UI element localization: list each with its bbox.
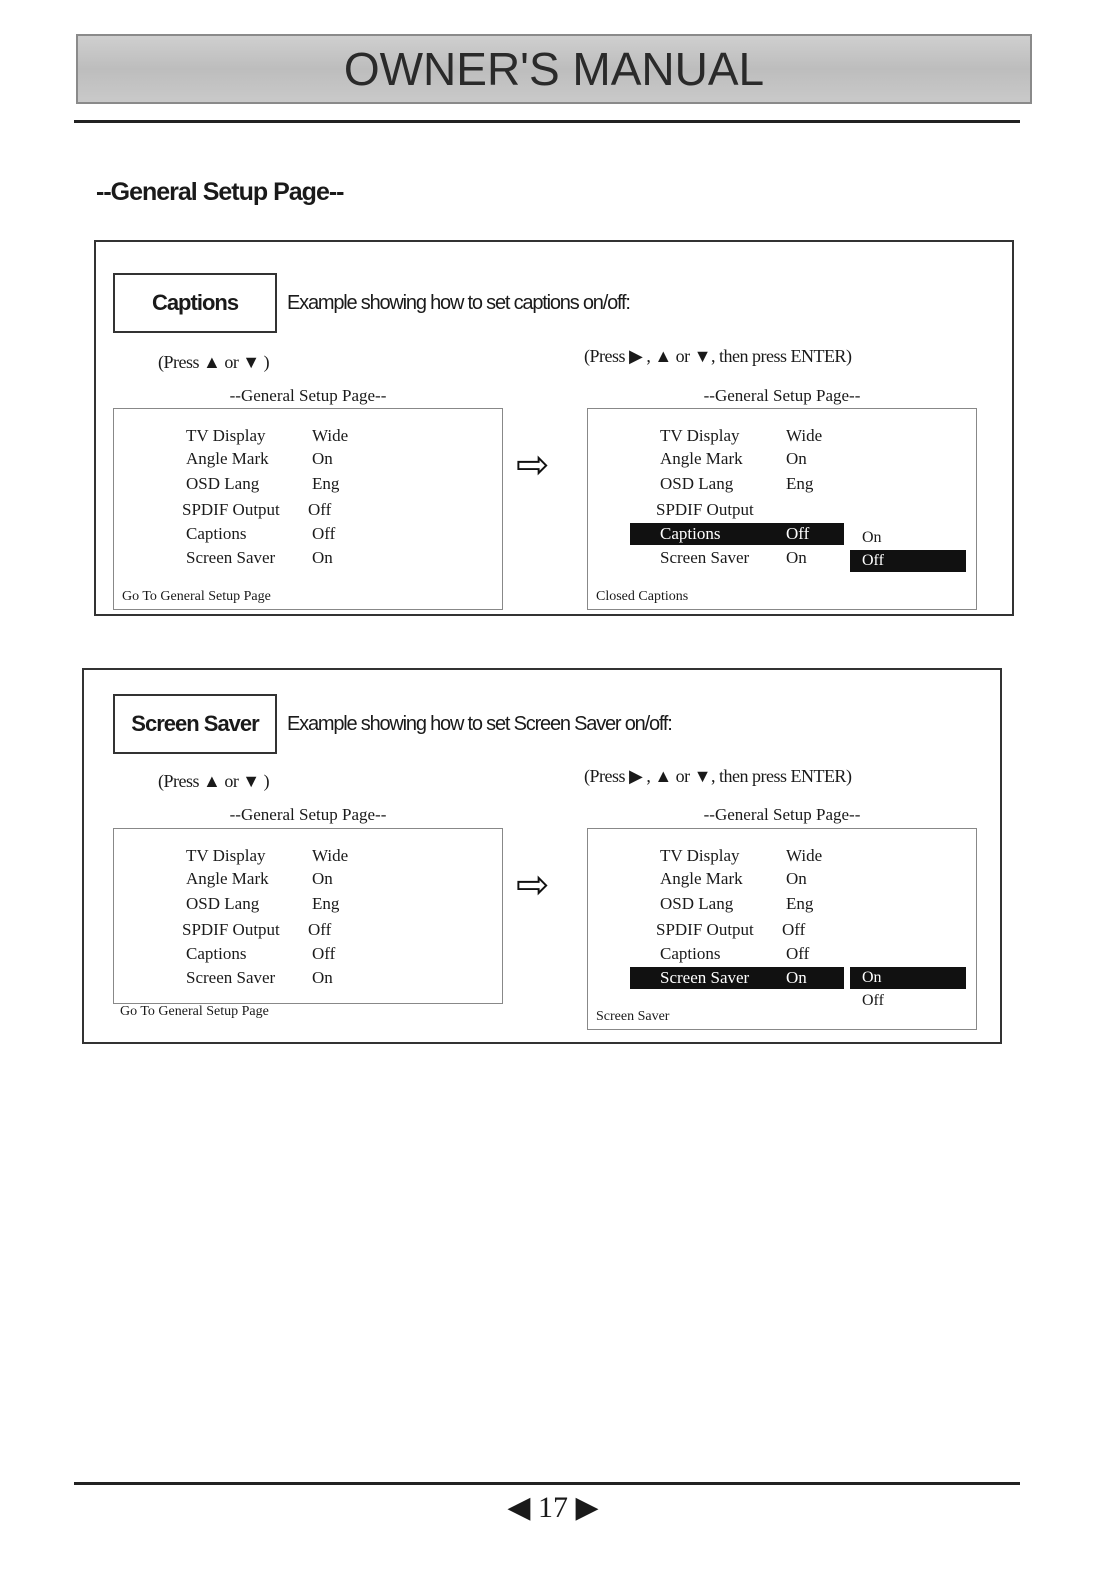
captions-right-menu-title: --General Setup Page-- [703,386,861,405]
screen-saver-right-press-hint: (Press ▶ , ▲ or ▼, then press ENTER) [584,766,852,786]
screen-saver-left-status: Go To General Setup Page [120,1004,269,1019]
captions-left-status: Go To General Setup Page [122,589,271,604]
screen-saver-right-status: Screen Saver [596,1009,670,1024]
screen-saver-left-press-hint: (Press ▲ or ▼ ) [158,771,270,791]
option-on-selected: On [850,967,966,989]
right-arrow-icon: ⇨ [516,443,550,487]
captions-left-menu-title: --General Setup Page-- [229,386,387,405]
screen-saver-label-box: Screen Saver [113,694,277,754]
section-title: --General Setup Page-- [96,178,344,206]
option-on: On [862,529,882,546]
header-rule [74,120,1020,123]
manual-title-banner [76,34,1032,104]
option-off: Off [862,992,884,1009]
screen-saver-description: Example showing how to set Screen Saver on/off: [287,713,672,735]
screen-saver-right-menu-title: --General Setup Page-- [703,805,861,824]
captions-left-press-hint: (Press ▲ or ▼ ) [158,352,270,372]
right-arrow-icon: ⇨ [516,863,550,907]
footer-rule [74,1482,1020,1485]
captions-right-osd-screen: TV Display Wide Angle Mark On OSD Lang Eng SPDIF Output Captions Off Screen Saver On On Off Closed Captions [587,408,977,610]
captions-right-status: Closed Captions [596,589,689,604]
page-number: ◀ 17 ▶ [507,1491,599,1524]
option-off-selected: Off [850,550,966,572]
captions-label-box: Captions [113,273,277,333]
captions-right-press-hint: (Press ▶ , ▲ or ▼, then press ENTER) [584,346,852,366]
menu-item-screen-saver-selected: Screen Saver On [630,967,844,989]
screen-saver-left-osd-screen: TV Display Wide Angle Mark On OSD Lang Eng SPDIF Output Off Captions Off Screen Saver On [113,828,503,1004]
captions-description: Example showing how to set captions on/off: [287,292,630,314]
menu-item-captions-selected: Captions Off [630,523,844,545]
screen-saver-right-osd-screen: TV Display Wide Angle Mark On OSD Lang Eng SPDIF Output Off Captions Off Screen Saver On On Off Screen Saver [587,828,977,1030]
captions-left-osd-screen: TV Display Wide Angle Mark On OSD Lang Eng SPDIF Output Off Captions Off Screen Saver On Go To General Setup Page [113,408,503,610]
manual-title: OWNER'S MANUAL [343,43,765,95]
screen-saver-left-menu-title: --General Setup Page-- [229,805,387,824]
